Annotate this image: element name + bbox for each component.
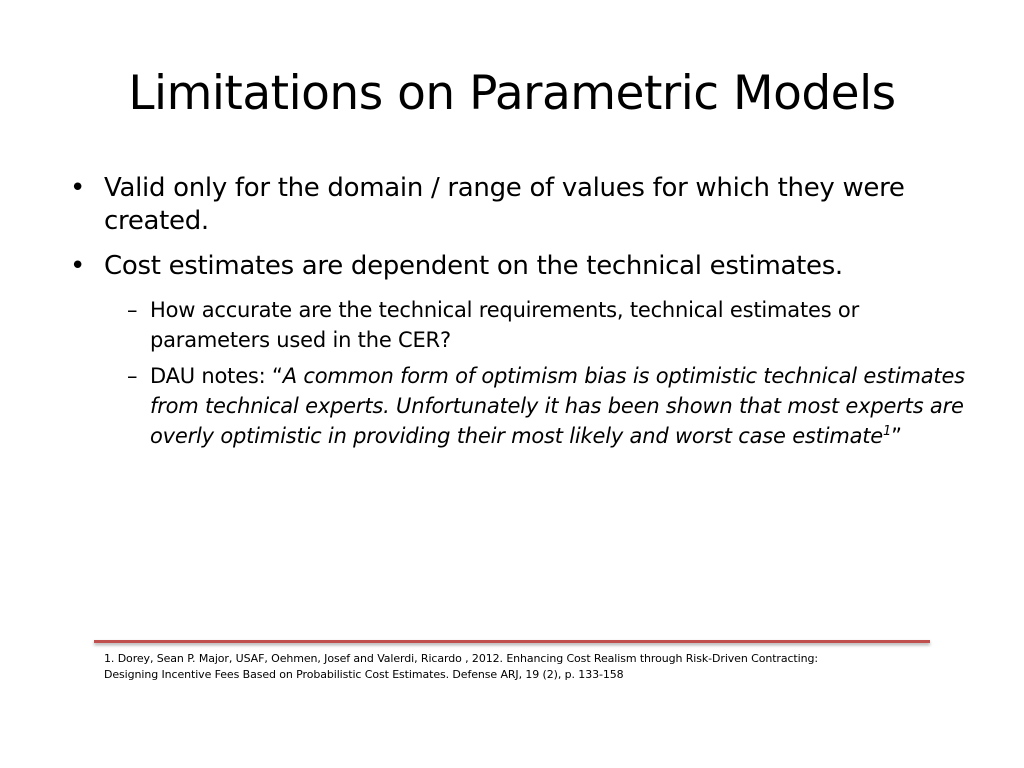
quote-suffix: ” <box>891 424 902 448</box>
sub-bullet-item <box>70 361 970 451</box>
sub-bullet-text: How accurate are the technical requirements, technical estimates or parameters used in the CER? <box>150 298 859 352</box>
bullet-item <box>70 250 970 283</box>
footnote <box>104 651 924 683</box>
quote-prefix: DAU notes: “ <box>150 364 283 388</box>
footnote-line: 1. Dorey, Sean P. Major, USAF, Oehmen, Josef and Valerdi, Ricardo , 2012. Enhancing Cost Realism through Risk-Driven Contracting: <box>104 652 818 665</box>
bullet-marker: • <box>70 173 86 203</box>
bullet-text: Cost estimates are dependent on the technical estimates. <box>104 251 843 281</box>
footnote-superscript: 1 <box>883 424 892 439</box>
footer-divider <box>94 640 930 643</box>
footnote-line: Designing Incentive Fees Based on Probabilistic Cost Estimates. Defense ARJ, 19 (2), p. 133-158 <box>104 668 624 681</box>
bullet-marker: • <box>70 251 86 281</box>
slide-content <box>70 172 970 457</box>
dash-marker: – <box>127 298 138 322</box>
bullet-item <box>70 172 970 238</box>
bullet-text: Valid only for the domain / range of values for which they were created. <box>104 173 905 236</box>
quote-text: A common form of optimism bias is optimistic technical estimates from technical experts. Unfortunately it has been shown that most experts are overly optimistic in providing their most likely and worst case estimate <box>150 364 965 448</box>
sub-bullet-item <box>70 295 970 355</box>
sub-bullet-list <box>70 295 970 451</box>
dash-marker: – <box>127 364 138 388</box>
slide-title: Limitations on Parametric Models <box>128 66 896 121</box>
